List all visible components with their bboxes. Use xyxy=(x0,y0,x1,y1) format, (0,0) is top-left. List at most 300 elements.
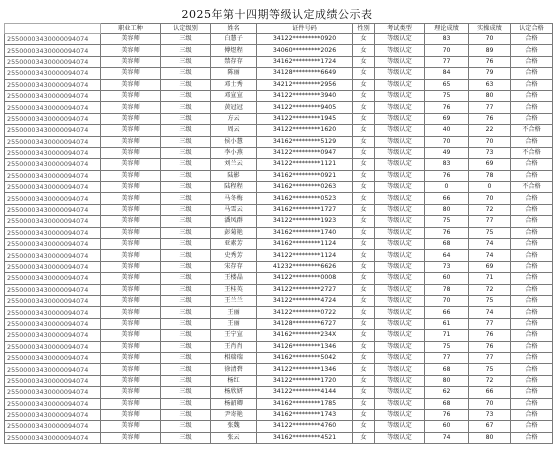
batch-id-cell: 25500003430000094074 xyxy=(5,193,101,204)
practical-score-cell: 77 xyxy=(469,102,511,113)
result-cell: 合格 xyxy=(511,409,553,420)
practical-score-cell: 73 xyxy=(469,409,511,420)
result-cell: 不合格 xyxy=(511,147,553,158)
result-cell: 合格 xyxy=(511,159,553,170)
name-cell: 邓宣宣 xyxy=(211,90,257,101)
id-number-cell: 34162*********1124 xyxy=(257,239,353,250)
result-cell: 不合格 xyxy=(511,125,553,136)
name-cell: 周云 xyxy=(211,125,257,136)
occupation-cell: 美容师 xyxy=(101,284,161,295)
gender-cell: 女 xyxy=(353,364,375,375)
occupation-cell: 美容师 xyxy=(101,409,161,420)
name-cell: 王兰兰 xyxy=(211,295,257,306)
exam-type-cell: 等级认定 xyxy=(375,375,425,386)
result-cell: 合格 xyxy=(511,56,553,67)
table-row xyxy=(5,159,553,170)
theory-score-cell: 75 xyxy=(425,216,469,227)
theory-score-cell: 73 xyxy=(425,261,469,272)
batch-id-cell: 25500003430000094074 xyxy=(5,227,101,238)
name-cell: 王肖肖 xyxy=(211,341,257,352)
gender-cell: 女 xyxy=(353,409,375,420)
id-number-cell: 34122*********0920 xyxy=(257,34,353,45)
col-header-exam-type: 考试类型 xyxy=(375,24,425,34)
table-row xyxy=(5,227,553,238)
occupation-cell: 美容师 xyxy=(101,421,161,432)
practical-score-cell: 78 xyxy=(469,170,511,181)
result-cell: 合格 xyxy=(511,375,553,386)
result-cell: 合格 xyxy=(511,318,553,329)
batch-id-cell: 25500003430000094074 xyxy=(5,56,101,67)
occupation-cell: 美容师 xyxy=(101,113,161,124)
level-cell: 三级 xyxy=(161,375,211,386)
occupation-cell: 美容师 xyxy=(101,398,161,409)
id-number-cell: 34122*********1620 xyxy=(257,125,353,136)
table-row xyxy=(5,330,553,341)
batch-id-cell: 25500003430000094074 xyxy=(5,352,101,363)
occupation-cell: 美容师 xyxy=(101,125,161,136)
gender-cell: 女 xyxy=(353,182,375,193)
col-header-name: 姓名 xyxy=(211,24,257,34)
practical-score-cell: 89 xyxy=(469,45,511,56)
practical-score-cell: 67 xyxy=(469,421,511,432)
gender-cell: 女 xyxy=(353,136,375,147)
practical-score-cell: 74 xyxy=(469,239,511,250)
practical-score-cell: 73 xyxy=(469,147,511,158)
level-cell: 三级 xyxy=(161,387,211,398)
practical-score-cell: 70 xyxy=(469,34,511,45)
id-number-cell: 34122*********9405 xyxy=(257,102,353,113)
id-number-cell: 34122*********1346 xyxy=(257,364,353,375)
id-number-cell: 34162*********5042 xyxy=(257,352,353,363)
batch-id-cell: 25500003430000094074 xyxy=(5,68,101,79)
practical-score-cell: 72 xyxy=(469,375,511,386)
level-cell: 三级 xyxy=(161,421,211,432)
name-cell: 王丽 xyxy=(211,318,257,329)
practical-score-cell: 0 xyxy=(469,182,511,193)
result-cell: 合格 xyxy=(511,136,553,147)
practical-score-cell: 75 xyxy=(469,295,511,306)
occupation-cell: 美容师 xyxy=(101,56,161,67)
practical-score-cell: 63 xyxy=(469,79,511,90)
table-row xyxy=(5,113,553,124)
level-cell: 三级 xyxy=(161,364,211,375)
id-number-cell: 34212*********2956 xyxy=(257,79,353,90)
occupation-cell: 美容师 xyxy=(101,307,161,318)
theory-score-cell: 68 xyxy=(425,398,469,409)
name-cell: 侯小慧 xyxy=(211,136,257,147)
result-cell: 合格 xyxy=(511,250,553,261)
level-cell: 三级 xyxy=(161,193,211,204)
exam-type-cell: 等级认定 xyxy=(375,102,425,113)
level-cell: 三级 xyxy=(161,307,211,318)
batch-id-cell: 25500003430000094074 xyxy=(5,170,101,181)
level-cell: 三级 xyxy=(161,295,211,306)
table-row xyxy=(5,182,553,193)
level-cell: 三级 xyxy=(161,330,211,341)
batch-id-cell: 25500003430000094074 xyxy=(5,113,101,124)
theory-score-cell: 80 xyxy=(425,375,469,386)
occupation-cell: 美容师 xyxy=(101,45,161,56)
name-cell: 刘兰云 xyxy=(211,159,257,170)
practical-score-cell: 77 xyxy=(469,216,511,227)
exam-type-cell: 等级认定 xyxy=(375,45,425,56)
batch-id-cell: 25500003430000094074 xyxy=(5,307,101,318)
result-cell: 合格 xyxy=(511,68,553,79)
exam-type-cell: 等级认定 xyxy=(375,330,425,341)
gender-cell: 女 xyxy=(353,147,375,158)
exam-type-cell: 等级认定 xyxy=(375,159,425,170)
id-number-cell: 34122*********0947 xyxy=(257,147,353,158)
col-header-practical-score: 实操成绩 xyxy=(469,24,511,34)
occupation-cell: 美容师 xyxy=(101,159,161,170)
theory-score-cell: 78 xyxy=(425,284,469,295)
result-cell: 合格 xyxy=(511,341,553,352)
name-cell: 彭菊艳 xyxy=(211,227,257,238)
table-row xyxy=(5,295,553,306)
theory-score-cell: 65 xyxy=(425,79,469,90)
result-cell: 合格 xyxy=(511,204,553,215)
table-row xyxy=(5,170,553,181)
id-number-cell: 34122*********1923 xyxy=(257,216,353,227)
table-row xyxy=(5,284,553,295)
gender-cell: 女 xyxy=(353,261,375,272)
occupation-cell: 美容师 xyxy=(101,216,161,227)
result-cell: 合格 xyxy=(511,284,553,295)
gender-cell: 女 xyxy=(353,79,375,90)
theory-score-cell: 60 xyxy=(425,421,469,432)
level-cell: 三级 xyxy=(161,409,211,420)
level-cell: 三级 xyxy=(161,159,211,170)
theory-score-cell: 71 xyxy=(425,330,469,341)
batch-id-cell: 25500003430000094074 xyxy=(5,34,101,45)
gender-cell: 女 xyxy=(353,318,375,329)
exam-type-cell: 等级认定 xyxy=(375,341,425,352)
table-row xyxy=(5,193,553,204)
exam-type-cell: 等级认定 xyxy=(375,90,425,101)
batch-id-cell: 25500003430000094074 xyxy=(5,250,101,261)
id-number-cell: 34126*********1346 xyxy=(257,341,353,352)
result-cell: 合格 xyxy=(511,261,553,272)
batch-id-cell: 25500003430000094074 xyxy=(5,239,101,250)
exam-type-cell: 等级认定 xyxy=(375,295,425,306)
exam-type-cell: 等级认定 xyxy=(375,170,425,181)
id-number-cell: 34162*********1785 xyxy=(257,398,353,409)
name-cell: 王楼晶 xyxy=(211,273,257,284)
batch-id-cell: 25500003430000094074 xyxy=(5,182,101,193)
theory-score-cell: 68 xyxy=(425,239,469,250)
col-header-gender: 性别 xyxy=(353,24,375,34)
result-cell: 合格 xyxy=(511,216,553,227)
id-number-cell: 34122*********3940 xyxy=(257,90,353,101)
result-cell: 合格 xyxy=(511,102,553,113)
id-number-cell: 34162*********1740 xyxy=(257,227,353,238)
table-row xyxy=(5,273,553,284)
theory-score-cell: 74 xyxy=(425,432,469,443)
practical-score-cell: 76 xyxy=(469,113,511,124)
exam-type-cell: 等级认定 xyxy=(375,125,425,136)
practical-score-cell: 79 xyxy=(469,68,511,79)
level-cell: 三级 xyxy=(161,216,211,227)
occupation-cell: 美容师 xyxy=(101,102,161,113)
gender-cell: 女 xyxy=(353,170,375,181)
batch-id-cell: 25500003430000094074 xyxy=(5,375,101,386)
practical-score-cell: 22 xyxy=(469,125,511,136)
exam-type-cell: 等级认定 xyxy=(375,193,425,204)
result-cell: 合格 xyxy=(511,387,553,398)
id-number-cell: 34128*********6727 xyxy=(257,318,353,329)
occupation-cell: 美容师 xyxy=(101,193,161,204)
level-cell: 三级 xyxy=(161,182,211,193)
level-cell: 三级 xyxy=(161,273,211,284)
result-cell: 合格 xyxy=(511,79,553,90)
theory-score-cell: 77 xyxy=(425,352,469,363)
theory-score-cell: 62 xyxy=(425,387,469,398)
occupation-cell: 美容师 xyxy=(101,352,161,363)
id-number-cell: 34162*********0921 xyxy=(257,170,353,181)
result-cell: 不合格 xyxy=(511,182,553,193)
result-cell: 合格 xyxy=(511,113,553,124)
table-row xyxy=(5,45,553,56)
gender-cell: 女 xyxy=(353,307,375,318)
table-row xyxy=(5,352,553,363)
level-cell: 三级 xyxy=(161,227,211,238)
batch-id-cell: 25500003430000094074 xyxy=(5,432,101,443)
gender-cell: 女 xyxy=(353,159,375,170)
id-number-cell: 34122*********1720 xyxy=(257,375,353,386)
id-number-cell: 34122*********0722 xyxy=(257,307,353,318)
id-number-cell: 34162*********5129 xyxy=(257,136,353,147)
practical-score-cell: 74 xyxy=(469,307,511,318)
id-number-cell: 34162*********0263 xyxy=(257,182,353,193)
occupation-cell: 美容师 xyxy=(101,182,161,193)
name-cell: 亚素芳 xyxy=(211,239,257,250)
level-cell: 三级 xyxy=(161,68,211,79)
id-number-cell: 34162*********1724 xyxy=(257,56,353,67)
theory-score-cell: 83 xyxy=(425,34,469,45)
gender-cell: 女 xyxy=(353,68,375,79)
gender-cell: 女 xyxy=(353,341,375,352)
exam-type-cell: 等级认定 xyxy=(375,216,425,227)
result-cell: 合格 xyxy=(511,330,553,341)
batch-id-cell: 25500003430000094074 xyxy=(5,273,101,284)
occupation-cell: 美容师 xyxy=(101,341,161,352)
name-cell: 张魏 xyxy=(211,421,257,432)
batch-id-cell: 25500003430000094074 xyxy=(5,295,101,306)
practical-score-cell: 76 xyxy=(469,341,511,352)
gender-cell: 女 xyxy=(353,34,375,45)
occupation-cell: 美容师 xyxy=(101,375,161,386)
result-cell: 合格 xyxy=(511,352,553,363)
batch-id-cell: 25500003430000094074 xyxy=(5,159,101,170)
table-row xyxy=(5,364,553,375)
level-cell: 三级 xyxy=(161,170,211,181)
level-cell: 三级 xyxy=(161,113,211,124)
occupation-cell: 美容师 xyxy=(101,432,161,443)
practical-score-cell: 72 xyxy=(469,284,511,295)
results-table xyxy=(4,23,553,444)
theory-score-cell: 76 xyxy=(425,227,469,238)
practical-score-cell: 75 xyxy=(469,364,511,375)
table-body xyxy=(5,34,553,444)
gender-cell: 女 xyxy=(353,352,375,363)
theory-score-cell: 49 xyxy=(425,147,469,158)
batch-id-cell: 25500003430000094074 xyxy=(5,341,101,352)
batch-id-cell: 25500003430000094074 xyxy=(5,125,101,136)
table-header-row xyxy=(5,24,553,34)
col-header-level: 认定级别 xyxy=(161,24,211,34)
exam-type-cell: 等级认定 xyxy=(375,261,425,272)
gender-cell: 女 xyxy=(353,375,375,386)
result-cell: 合格 xyxy=(511,193,553,204)
practical-score-cell: 77 xyxy=(469,318,511,329)
exam-type-cell: 等级认定 xyxy=(375,239,425,250)
batch-id-cell: 25500003430000094074 xyxy=(5,261,101,272)
name-cell: 相瑞瑞 xyxy=(211,352,257,363)
exam-type-cell: 等级认定 xyxy=(375,409,425,420)
occupation-cell: 美容师 xyxy=(101,170,161,181)
occupation-cell: 美容师 xyxy=(101,330,161,341)
batch-id-cell: 25500003430000094074 xyxy=(5,45,101,56)
gender-cell: 女 xyxy=(353,125,375,136)
exam-type-cell: 等级认定 xyxy=(375,204,425,215)
gender-cell: 女 xyxy=(353,239,375,250)
practical-score-cell: 75 xyxy=(469,227,511,238)
exam-type-cell: 等级认定 xyxy=(375,387,425,398)
exam-type-cell: 等级认定 xyxy=(375,68,425,79)
level-cell: 三级 xyxy=(161,239,211,250)
result-cell: 合格 xyxy=(511,364,553,375)
id-number-cell: 34162*********4521 xyxy=(257,432,353,443)
level-cell: 三级 xyxy=(161,261,211,272)
batch-id-cell: 25500003430000094074 xyxy=(5,136,101,147)
name-cell: 黄冠冠 xyxy=(211,102,257,113)
exam-type-cell: 等级认定 xyxy=(375,250,425,261)
exam-type-cell: 等级认定 xyxy=(375,227,425,238)
name-cell: 杨欣妍 xyxy=(211,387,257,398)
table-row xyxy=(5,341,553,352)
name-cell: 陆程程 xyxy=(211,182,257,193)
occupation-cell: 美容师 xyxy=(101,261,161,272)
result-cell: 合格 xyxy=(511,432,553,443)
result-cell: 合格 xyxy=(511,239,553,250)
name-cell: 杨红 xyxy=(211,375,257,386)
gender-cell: 女 xyxy=(353,193,375,204)
table-row xyxy=(5,102,553,113)
theory-score-cell: 76 xyxy=(425,170,469,181)
practical-score-cell: 76 xyxy=(469,330,511,341)
occupation-cell: 美容师 xyxy=(101,147,161,158)
id-number-cell: 34122*********1124 xyxy=(257,250,353,261)
theory-score-cell: 66 xyxy=(425,193,469,204)
batch-id-cell: 25500003430000094074 xyxy=(5,364,101,375)
id-number-cell: 34122*********0008 xyxy=(257,273,353,284)
batch-id-cell: 25500003430000094074 xyxy=(5,90,101,101)
exam-type-cell: 等级认定 xyxy=(375,113,425,124)
occupation-cell: 美容师 xyxy=(101,79,161,90)
result-cell: 合格 xyxy=(511,45,553,56)
batch-id-cell: 25500003430000094074 xyxy=(5,79,101,90)
batch-id-cell: 25500003430000094074 xyxy=(5,421,101,432)
table-row xyxy=(5,147,553,158)
exam-type-cell: 等级认定 xyxy=(375,421,425,432)
theory-score-cell: 60 xyxy=(425,273,469,284)
batch-id-cell: 25500003430000094074 xyxy=(5,398,101,409)
theory-score-cell: 70 xyxy=(425,295,469,306)
exam-type-cell: 等级认定 xyxy=(375,307,425,318)
name-cell: 王桂英 xyxy=(211,284,257,295)
name-cell: 白慧子 xyxy=(211,34,257,45)
id-number-cell: 34122*********4760 xyxy=(257,421,353,432)
exam-type-cell: 等级认定 xyxy=(375,34,425,45)
table-row xyxy=(5,421,553,432)
name-cell: 徐清碧 xyxy=(211,364,257,375)
practical-score-cell: 70 xyxy=(469,398,511,409)
table-row xyxy=(5,375,553,386)
exam-type-cell: 等级认定 xyxy=(375,318,425,329)
id-number-cell: 34122*********4144 xyxy=(257,387,353,398)
occupation-cell: 美容师 xyxy=(101,227,161,238)
id-number-cell: 34162*********1727 xyxy=(257,204,353,215)
exam-type-cell: 等级认定 xyxy=(375,56,425,67)
level-cell: 三级 xyxy=(161,341,211,352)
theory-score-cell: 64 xyxy=(425,250,469,261)
table-row xyxy=(5,307,553,318)
exam-type-cell: 等级认定 xyxy=(375,284,425,295)
theory-score-cell: 75 xyxy=(425,90,469,101)
theory-score-cell: 76 xyxy=(425,102,469,113)
exam-type-cell: 等级认定 xyxy=(375,273,425,284)
occupation-cell: 美容师 xyxy=(101,136,161,147)
theory-score-cell: 70 xyxy=(425,136,469,147)
gender-cell: 女 xyxy=(353,102,375,113)
gender-cell: 女 xyxy=(353,204,375,215)
theory-score-cell: 0 xyxy=(425,182,469,193)
table-row xyxy=(5,216,553,227)
theory-score-cell: 61 xyxy=(425,318,469,329)
level-cell: 三级 xyxy=(161,45,211,56)
gender-cell: 女 xyxy=(353,284,375,295)
result-cell: 合格 xyxy=(511,227,553,238)
batch-id-cell: 25500003430000094074 xyxy=(5,204,101,215)
occupation-cell: 美容师 xyxy=(101,250,161,261)
table-row xyxy=(5,398,553,409)
result-cell: 合格 xyxy=(511,421,553,432)
col-header-id-number: 证件号码 xyxy=(257,24,353,34)
result-cell: 合格 xyxy=(511,273,553,284)
practical-score-cell: 76 xyxy=(469,56,511,67)
name-cell: 潘凤群 xyxy=(211,216,257,227)
table-row xyxy=(5,56,553,67)
theory-score-cell: 68 xyxy=(425,364,469,375)
name-cell: 王丽 xyxy=(211,307,257,318)
table-row xyxy=(5,136,553,147)
col-header-theory-score: 理论成绩 xyxy=(425,24,469,34)
level-cell: 三级 xyxy=(161,125,211,136)
gender-cell: 女 xyxy=(353,45,375,56)
exam-type-cell: 等级认定 xyxy=(375,432,425,443)
exam-type-cell: 等级认定 xyxy=(375,182,425,193)
practical-score-cell: 80 xyxy=(469,432,511,443)
exam-type-cell: 等级认定 xyxy=(375,398,425,409)
batch-id-cell: 25500003430000094074 xyxy=(5,330,101,341)
occupation-cell: 美容师 xyxy=(101,239,161,250)
gender-cell: 女 xyxy=(353,387,375,398)
batch-id-cell: 25500003430000094074 xyxy=(5,102,101,113)
level-cell: 三级 xyxy=(161,250,211,261)
id-number-cell: 41232*********6626 xyxy=(257,261,353,272)
level-cell: 三级 xyxy=(161,284,211,295)
theory-score-cell: 75 xyxy=(425,341,469,352)
